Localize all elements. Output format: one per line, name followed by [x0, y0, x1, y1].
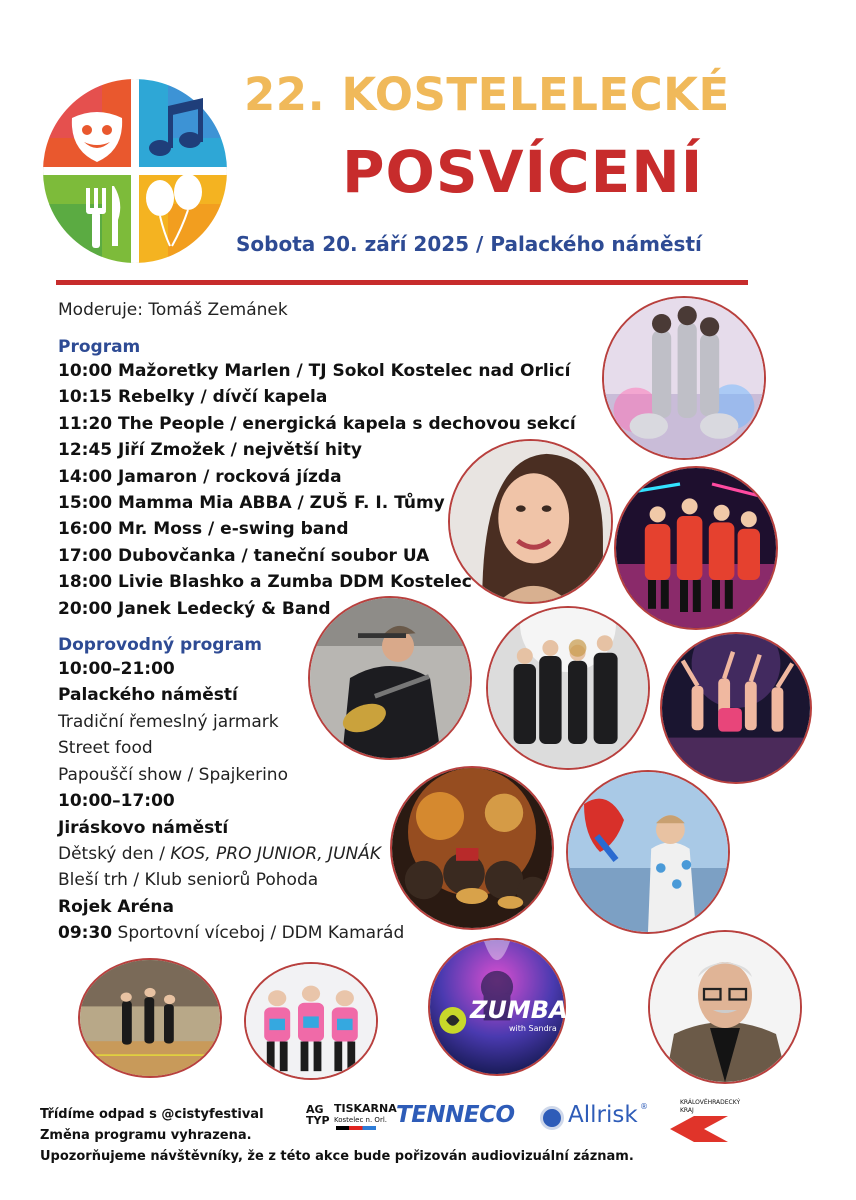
- allrisk-name: Allrisk: [568, 1102, 638, 1128]
- header-divider: [56, 280, 748, 285]
- program-item: 12:45 Jiří Zmožek / největší hity: [58, 440, 363, 461]
- program-item: 17:00 Dubovčanka / taneční soubor UA: [58, 545, 430, 566]
- program-item: 15:00 Mamma Mia ABBA / ZUŠ F. I. Tůmy: [58, 493, 445, 514]
- photo-singer-woman: [448, 439, 613, 604]
- photo-gym-dancers: [78, 958, 222, 1078]
- kraj-line2: KRAJ: [680, 1107, 694, 1114]
- tiskarna-name: TISKARNA: [334, 1102, 397, 1115]
- photo-older-man: [648, 930, 802, 1084]
- program-item: 14:00 Jamaron / rocková jízda: [58, 466, 342, 487]
- photo-group-portrait: [486, 606, 650, 770]
- sponsor-tenneco: TENNECO: [396, 1102, 515, 1128]
- footer-line: Třídíme odpad s @cistyfestival: [40, 1107, 264, 1122]
- photo-girls-pink-jackets: [244, 962, 378, 1080]
- zumba-title: ZUMBA: [470, 996, 568, 1024]
- companion-item-text: Dětský den /: [58, 843, 171, 864]
- photo-band-red-suits: [614, 466, 778, 630]
- companion-place: Rojek Aréna: [58, 896, 174, 917]
- companion-place: Palackého náměstí: [58, 685, 238, 706]
- companion-item-text: Sportovní víceboj / DDM Kamarád: [112, 923, 405, 944]
- tiskarna-mark: AG TYP: [306, 1103, 330, 1127]
- companion-item-partners: KOS, PRO JUNIOR, JUNÁK: [170, 843, 382, 864]
- footer-line: Upozorňujeme návštěvníky, že z této akce bude pořizován audiovizuální záznam.: [40, 1149, 634, 1164]
- festival-logo: [42, 78, 228, 264]
- program-heading: Program: [58, 337, 141, 357]
- zumba-subtitle: with Sandra: [509, 1024, 557, 1033]
- companion-time: 10:00–21:00: [58, 659, 175, 680]
- event-date-place: Sobota 20. září 2025 / Palackého náměstí: [236, 232, 702, 256]
- tiskarna-sub: Kostelec n. Orl.: [334, 1116, 387, 1124]
- allrisk-registered: ®: [640, 1102, 648, 1111]
- program-item: 16:00 Mr. Moss / e-swing band: [58, 519, 349, 540]
- kraj-arrow-icon: [670, 1116, 728, 1142]
- program-item: 10:00 Mažoretky Marlen / TJ Sokol Kostelec nad Orlicí: [58, 361, 571, 381]
- companion-item: Bleší trh / Klub seniorů Pohoda: [58, 870, 319, 891]
- title-line-2: POSVÍCENÍ: [342, 138, 704, 206]
- companion-item: Tradiční řemeslný jarmark: [58, 711, 279, 732]
- companion-heading: Doprovodný program: [58, 635, 263, 656]
- program-item: 20:00 Janek Ledecký & Band: [58, 598, 331, 619]
- companion-time: 10:00–17:00: [58, 791, 175, 812]
- photo-dance-performance: [660, 632, 812, 784]
- kraj-line1: KRÁLOVÉHRADECKÝ: [680, 1099, 741, 1106]
- program-item: 11:20 The People / energická kapela s dechovou sekcí: [58, 413, 576, 434]
- program-item: 18:00 Livie Blashko a Zumba DDM Kostelec: [58, 572, 472, 593]
- tiskarna-color-bars: [336, 1126, 376, 1130]
- host-line: Moderuje: Tomáš Zemánek: [58, 300, 288, 320]
- companion-place: Jiráskovo náměstí: [58, 817, 229, 838]
- companion-item: Papouščí show / Spajkerino: [58, 764, 288, 785]
- photo-parrot-show: [566, 770, 730, 934]
- footer-line: Změna programu vyhrazena.: [40, 1128, 252, 1143]
- photo-brass-band-crowd: [390, 766, 554, 930]
- companion-item-time: 09:30: [58, 923, 113, 944]
- title-line-1: 22. KOSTELELECKÉ: [244, 68, 730, 121]
- companion-item: Street food: [58, 738, 153, 759]
- allrisk-icon: [540, 1106, 564, 1130]
- program-item: 10:15 Rebelky / dívčí kapela: [58, 387, 328, 408]
- photo-majorettes: [602, 296, 766, 460]
- photo-rock-singer: [308, 596, 472, 760]
